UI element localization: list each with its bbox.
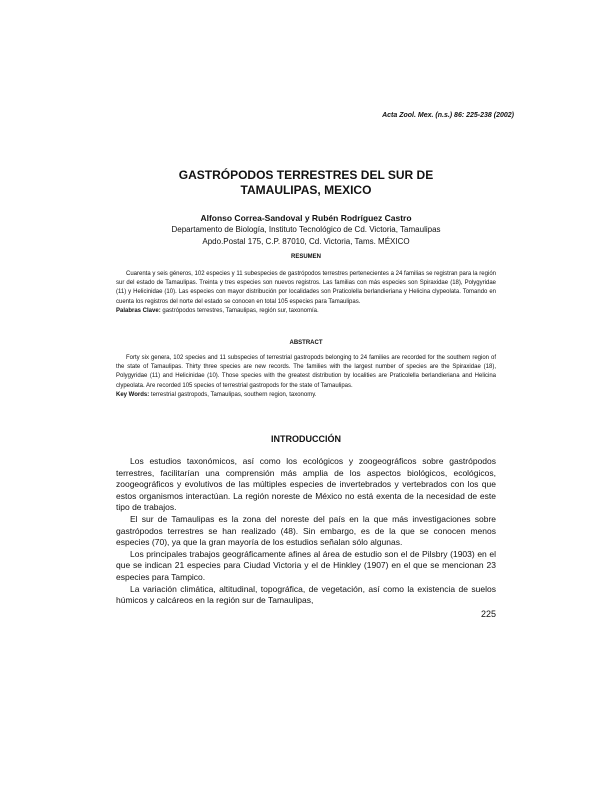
title-line-1: GASTRÓPODOS TERRESTRES DEL SUR DE bbox=[178, 168, 434, 182]
resumen-block bbox=[116, 270, 496, 316]
title-line-2: TAMAULIPAS, MEXICO bbox=[240, 183, 372, 197]
resumen-text: Cuarenta y seis géneros, 102 especies y 11 subespecies de gastrópodos terrestres pertenecientes a 24 familias se registran para la región sur del estado de Tamaulipas. Treinta y tres especies son nuevos registros. Las familias con más especies son Spiraxidae (18), Polygyridae (11) y Helicinidae (10). Las especies con mayor distribución por localidades son Praticolella berlandieriana y Helicina clypeolata. Tomando en cuenta los registros del norte del estado se conocen en total 105 especies para Tamaulipas. bbox=[116, 271, 496, 305]
introduction-body bbox=[116, 456, 496, 607]
journal-citation: Acta Zool. Mex. (n.s.) 86: 225-238 (2002) bbox=[382, 112, 514, 119]
intro-paragraph-4: La variación climática, altitudinal, topográfica, de vegetación, así como la existencia de suelos húmicos y calcáreos en la región sur de Tamaulipas, bbox=[116, 583, 496, 606]
affiliation-line-2: Apdo.Postal 175, C.P. 87010, Cd. Victoria, Tams. MÉXICO bbox=[202, 236, 410, 246]
affiliation bbox=[100, 224, 512, 247]
abstract-heading: ABSTRACT bbox=[289, 340, 323, 346]
resumen-heading: RESUMEN bbox=[290, 254, 321, 260]
intro-paragraph-1: Los estudios taxonómicos, así como los ecológicos y zoogeográficos sobre gastrópodos terrestres, facilitarían una comprensión más amplia de los aspectos biológicos, ecológicos, zoogeográficos y evolutivos de las múltiples especies de invertebrados y vertebrados con los que estos organismos interactúan. La región noreste de México no está exenta de la necesidad de este tipo de trabajos. bbox=[116, 456, 496, 513]
abstract-keywords-text: terrestrial gastropods, Tamaulipas, southern region, taxonomy. bbox=[150, 391, 317, 398]
abstract-keywords-label: Key Words: bbox=[116, 391, 150, 398]
affiliation-line-1: Departamento de Biología, Instituto Tecnológico de Cd. Victoria, Tamaulipas bbox=[171, 225, 441, 234]
page-number: 225 bbox=[480, 609, 496, 619]
abstract-text: Forty six genera, 102 species and 11 subspecies of terrestrial gastropods belonging to 24 families are recorded for the southern region of the state of Tamaulipas. Thirty three species are new records. The families with the largest number of species are the Spiraxidae (18), Polygyridae (11) and Helicinidae (10). Those species with the greatest distribution by localities are Praticolella berlandieriana and Helicina clypeolata. Are recorded 105 species of terrestrial gastropods for the state of Tamaulipas. bbox=[116, 355, 496, 389]
resumen-keywords bbox=[116, 307, 496, 316]
introduction-heading: INTRODUCCIÓN bbox=[271, 434, 341, 444]
intro-paragraph-3: Los principales trabajos geográficamente afines al área de estudio son el de Pilsbry (1903) en el que se indican 21 especies para Ciudad Victoria y el de Hinkley (1907) en el que se mencionan 23 especies para Tampico. bbox=[116, 548, 496, 582]
authors: Alfonso Correa-Sandoval y Rubén Rodríguez Castro bbox=[200, 213, 412, 223]
paper-title bbox=[100, 168, 512, 198]
abstract-block bbox=[116, 354, 496, 400]
abstract-keywords bbox=[116, 391, 496, 400]
resumen-keywords-text: gastrópodos terrestres, Tamaulipas, región sur, taxonomía. bbox=[162, 307, 319, 314]
resumen-keywords-label: Palabras Clave: bbox=[116, 307, 161, 314]
intro-paragraph-2: El sur de Tamaulipas es la zona del noreste del país en la que más investigaciones sobre gastrópodos terrestres se han realizado (48). Sin embargo, es de la que se conocen menos especies (70), ya que la gran mayoría de los estudios señalan sólo algunas. bbox=[116, 513, 496, 548]
